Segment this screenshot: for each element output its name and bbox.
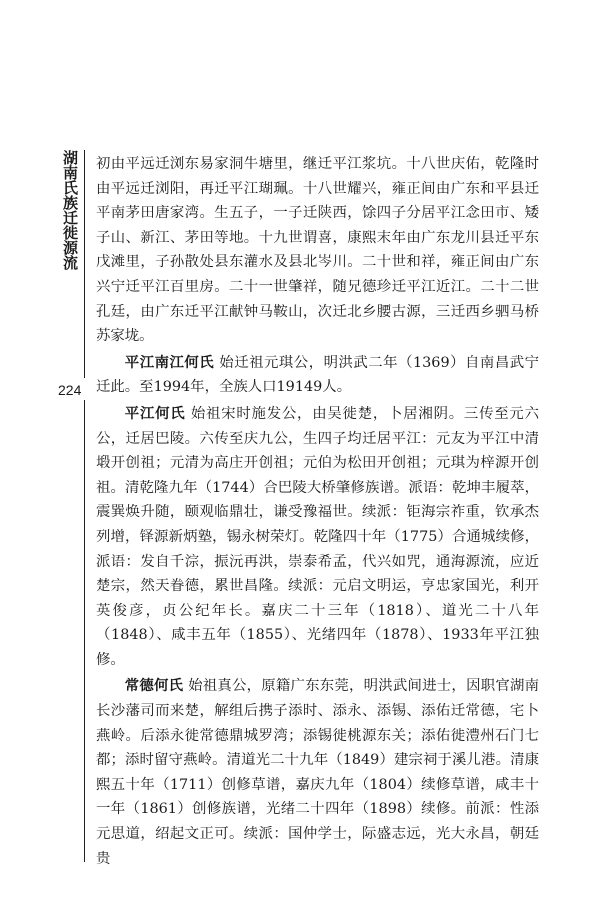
clan-heading: 平江何氏: [124, 405, 186, 422]
margin-rule-top: [84, 150, 85, 378]
paragraph-text: 始祖真公，原籍广东东莞，明洪武间进士，因职官湖南长沙藩司而来楚，解组后携子添时、添永、添锡、添佑迁常德，宅卜燕岭。后添永徙常德鼎城罗湾；添锡徙桃源东关；添佑徙澧州石门七都；添时留守燕岭。清道光二十九年（1849）建宗祠于溪儿港。清康熙五十年（1711）创修草谱，嘉庆九年（1804）续修草谱，咸丰十一年（1861）创修族谱，光绪二十四年（1898）续修。前派：性添元思道，绍起文正可。续派：国仲学士，际盛志远，光大永昌，朝廷贵: [96, 678, 539, 867]
clan-heading: 平江南江何氏: [124, 354, 215, 371]
paragraph-text: 初由平远迁浏东易家洞牛塘里，继迁平江浆坑。十八世庆佑，乾隆时由平远迁浏阳，再迁平江瑚珮。十八世耀兴，雍正间由广东和平县迁平南茅田唐家湾。生五子，一子迁陕西，馀四子分居平江念田市、矮子山、新江、茅田等地。十九世谓喜，康熙末年由广东龙川县迁平东戊滩里，子孙散处县东灌水及县北岑川。二十世和祥，雍正间由广东兴宁迁平江百里房。二十一世肇祥，随兄德珍迁平江近江。二十二世孔廷，由广东迁平江献钟马鞍山，次迁北乡腰古源，三迁西乡驷马桥苏家垅。: [96, 156, 539, 345]
paragraph-pingjiang-nanjiang-he: [96, 351, 539, 400]
paragraph-changde-he: [96, 674, 539, 871]
paragraph-pingjiang-he: [96, 402, 539, 673]
paragraph-continued: [96, 152, 539, 349]
running-title: 湖南氏族迁徙源流: [61, 150, 79, 270]
page-number: 224: [58, 382, 82, 398]
body-text: [96, 152, 539, 873]
margin-rule-bottom: [84, 400, 85, 862]
paragraph-text: 始迁祖元琪公，明洪武二年（1369）自南昌武宁迁此。至1994年，全族人口19149人。: [96, 354, 540, 396]
clan-heading: 常德何氏: [124, 678, 184, 695]
paragraph-text: 始祖宋时施发公，由吴徙楚，卜居湘阴。三传至元六公，迁居巴陵。六传至庆九公，生四子均迁居平江：元友为平江中清塅开创祖；元清为高庄开创祖；元伯为松田开创祖；元琪为梓源开创祖。清乾隆九年（1744）合巴陵大桥肇修族谱。派语：乾坤丰履萃，震巽焕升随，颐观临鼎壮，谦受豫福世。续派：钜海宗祚重，钦承杰列增，铎源新炳塾，锡永树荣灯。乾隆四十年（1775）合通城续修，派语：发自千淙，振沅再洪，崇泰希孟，代兴如咒，通海源流，应近楚宗，然天眷德，累世昌隆。续派：元启文明运，亨忠家国光，利开英俊彦，贞公纪年长。嘉庆二十三年（1818）、道光二十八年（1848）、咸丰五年（1855）、光绪四年（1878）、1933年平江独修。: [96, 405, 539, 668]
